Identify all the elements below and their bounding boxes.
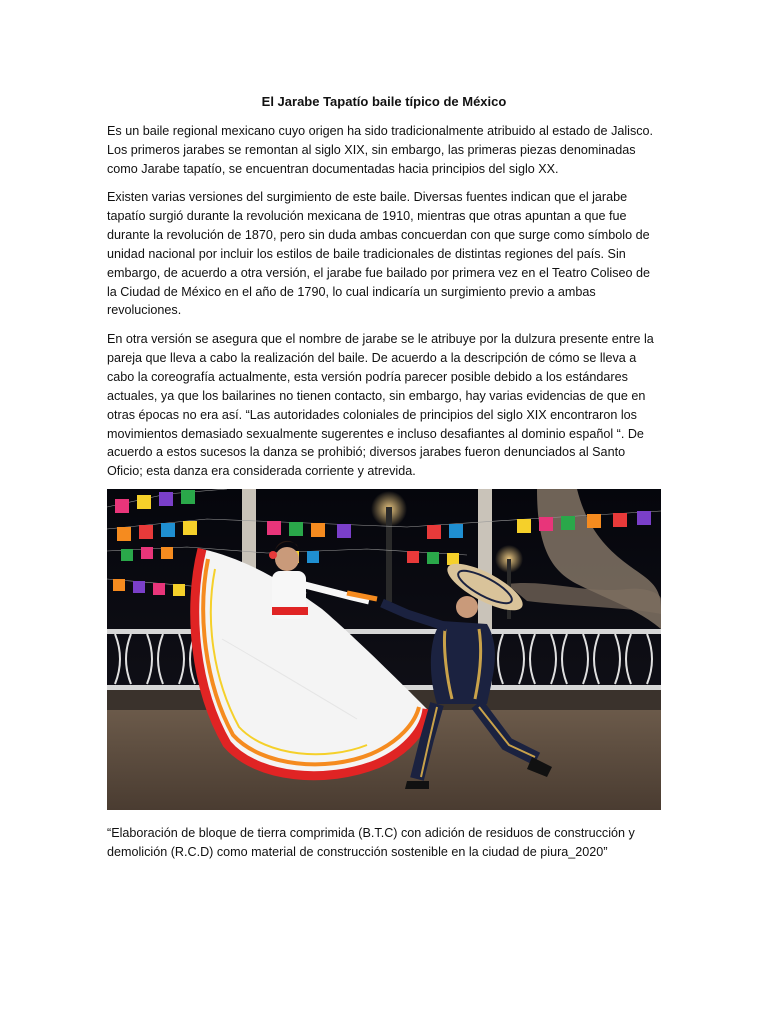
image-caption: “Elaboración de bloque de tierra comprimida (B.T.C) con adición de residuos de construcción y demolición (R.C.D) como material de construcción sostenible en la ciudad de piura_2020” (107, 826, 635, 859)
dance-photo (107, 489, 661, 810)
document-title: El Jarabe Tapatío baile típico de México (261, 94, 507, 109)
paragraph-2: Existen varias versiones del surgimiento de este baile. Diversas fuentes indican que el jarabe tapatío surgió durante la revolución mexicana de 1910, mientras que otras apuntan a que fue durante la revolución de 1870, pero sin duda ambas concuerdan con que surge como símbolo de unidad nacional por incluir los estilos de baile tradicionales de distintas regiones del país. Sin embargo, de acuerdo a otra versión, el jarabe fue bailado por primera vez en el Teatro Coliseo de la Ciudad de México en el año de 1790, lo cual indicaría un surgimiento previo a ambas revoluciones. (107, 190, 651, 318)
paragraph-3: En otra versión se asegura que el nombre de jarabe se le atribuye por la dulzura presente entre la pareja que lleva a cabo la realización del baile. De acuerdo a la descripción de cómo se lleva a cabo la coreografía actualmente, esta versión podría parecer posible debido a los estándares actuales, ya que los bailarines no tienen contacto, sin embargo, hay varias evidencias de que en otras épocas no era así. “Las autoridades coloniales de principios del siglo XIX encontraron los movimientos demasiado sexualmente sugerentes e incluso desafiantes al dominio español “. De acuerdo a estos sucesos la danza se prohibió; diversos jarabes fueron denunciados al Santo Oficio; esta danza era considerada corriente y atrevida. (107, 332, 654, 479)
paragraph-1: Es un baile regional mexicano cuyo origen ha sido tradicionalmente atribuido al estado de Jalisco. Los primeros jarabes se remontan al siglo XIX, sin embargo, las primeras piezas denominadas como Jarabe tapatío, se encuentran documentadas hacia principios del siglo XX. (107, 124, 654, 176)
